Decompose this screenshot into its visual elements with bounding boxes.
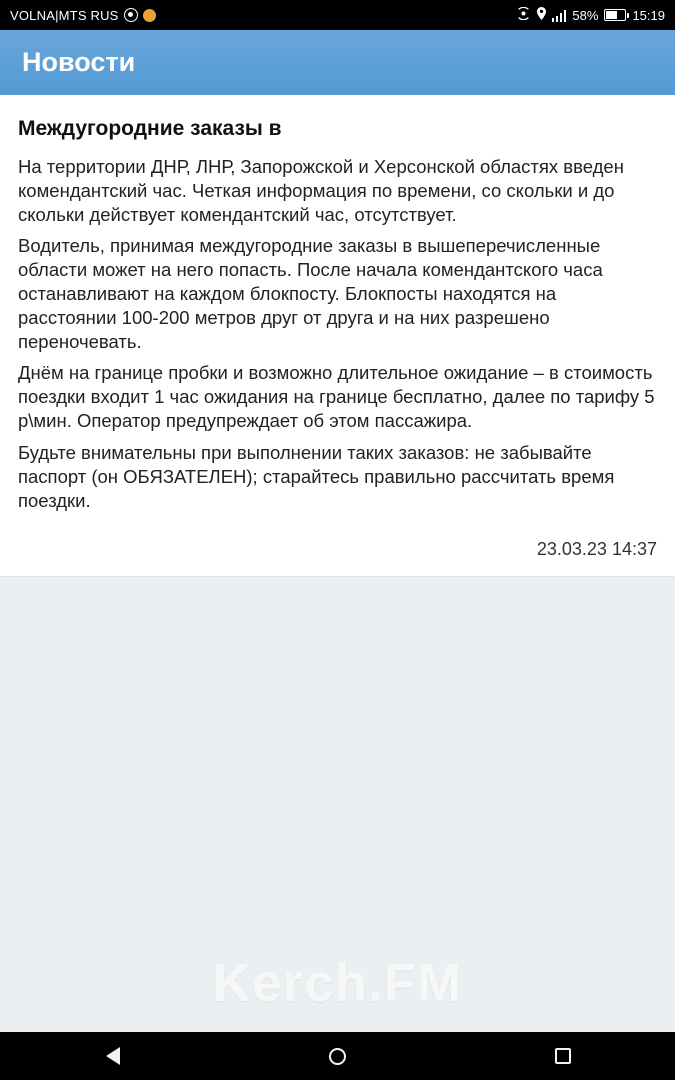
- location-icon: [537, 7, 546, 23]
- news-list[interactable]: [0, 95, 675, 1032]
- page-title: Новости: [22, 46, 136, 77]
- home-icon: [329, 1048, 346, 1065]
- nav-home-button[interactable]: [308, 1032, 368, 1080]
- status-bar-left: [10, 8, 156, 23]
- signal-bars-icon: [552, 9, 567, 22]
- carrier-label: VOLNA|MTS RUS: [10, 7, 119, 23]
- status-bar: [0, 0, 675, 30]
- news-paragraph: Водитель, принимая междугородние заказы в вышеперечисленные области может на него попасть. После начала комендантского часа останавливают на каждом блокпосту. Блокпосты находятся на расстоянии 100-200 метров друг от друга и на них разрешено переночевать.: [18, 235, 603, 353]
- system-nav-bar: [0, 1032, 675, 1080]
- news-card[interactable]: [0, 95, 675, 577]
- news-card-timestamp: 23.03.23 14:37: [536, 538, 657, 559]
- back-icon: [106, 1047, 120, 1065]
- phone-circle-icon: [124, 8, 138, 22]
- battery-icon: [604, 9, 626, 21]
- app-bar: [0, 30, 675, 95]
- recents-icon: [555, 1048, 571, 1064]
- orange-dot-icon: [143, 9, 156, 22]
- clock-label: 15:19: [632, 7, 665, 23]
- news-paragraph: Днём на границе пробки и возможно длительное ожидание – в стоимость поездки входит 1 час ожидания на границе бесплатно, далее по тарифу 5 р\мин. Оператор предупреждает об этом пассажира.: [18, 362, 655, 432]
- watermark-label: Kerch.FM: [212, 954, 463, 1013]
- battery-percent-label: 58%: [572, 7, 599, 23]
- nav-back-button[interactable]: [83, 1032, 143, 1080]
- news-paragraph: На территории ДНР, ЛНР, Запорожской и Херсонской областях введен комендантский час. Четкая информация по времени, со скольки и до скольки действует комендантский час, отсутствует.: [18, 156, 624, 226]
- cast-icon: [516, 7, 531, 23]
- news-paragraph: Будьте внимательны при выполнении таких заказов: не забывайте паспорт (он ОБЯЗАТЕЛЕН); старайтесь правильно рассчитать время поездки.: [18, 441, 615, 511]
- status-bar-right: [516, 7, 665, 23]
- nav-recents-button[interactable]: [533, 1032, 593, 1080]
- news-card-title: Междугородние заказы в: [18, 117, 282, 140]
